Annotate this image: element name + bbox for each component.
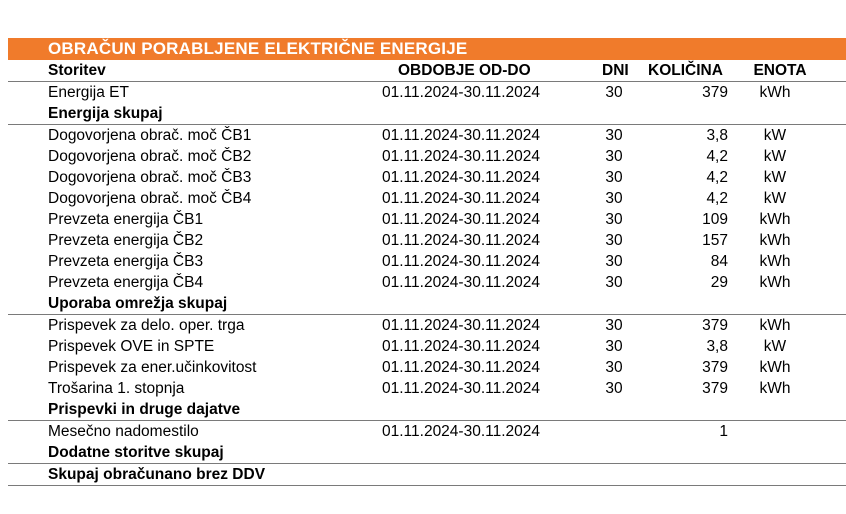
service-name: Trošarina 1. stopnja xyxy=(48,380,185,397)
days-cell: 30 xyxy=(605,338,623,355)
unit-cell: kWh xyxy=(759,84,791,101)
period-cell: 01.11.2024-30.11.2024 xyxy=(382,338,541,355)
days-cell: 30 xyxy=(605,380,623,397)
service-name: Energija ET xyxy=(48,84,129,101)
header-quantity: KOLIČINA xyxy=(648,62,723,79)
table-row xyxy=(8,336,846,357)
days-cell: 30 xyxy=(605,274,623,291)
table-row xyxy=(8,82,846,103)
period-cell: 01.11.2024-30.11.2024 xyxy=(382,127,541,144)
quantity-cell: 84 xyxy=(710,253,728,270)
section-label: Skupaj obračunano brez DDV xyxy=(48,466,266,483)
service-name: Prevzeta energija ČB2 xyxy=(48,232,204,249)
table-header xyxy=(8,60,846,82)
unit-cell: kW xyxy=(763,338,787,355)
invoice-title: OBRAČUN PORABLJENE ELEKTRIČNE ENERGIJE xyxy=(48,39,468,58)
section-row xyxy=(8,103,846,125)
table-row xyxy=(8,272,846,293)
service-name: Prevzeta energija ČB3 xyxy=(48,253,204,270)
quantity-cell: 4,2 xyxy=(706,190,728,207)
period-cell: 01.11.2024-30.11.2024 xyxy=(382,423,541,440)
days-cell: 30 xyxy=(605,127,623,144)
unit-cell: kW xyxy=(763,148,787,165)
header-service: Storitev xyxy=(48,62,106,79)
days-cell: 30 xyxy=(605,253,623,270)
table-row xyxy=(8,188,846,209)
table-row xyxy=(8,251,846,272)
section-label: Dodatne storitve skupaj xyxy=(48,444,224,461)
section-row xyxy=(8,399,846,421)
table-row xyxy=(8,209,846,230)
unit-cell: kW xyxy=(763,127,787,144)
header-days: DNI xyxy=(602,62,629,79)
service-name: Dogovorjena obrač. moč ČB1 xyxy=(48,127,252,144)
service-name: Prevzeta energija ČB4 xyxy=(48,274,204,291)
quantity-cell: 3,8 xyxy=(706,338,728,355)
period-cell: 01.11.2024-30.11.2024 xyxy=(382,169,541,186)
period-cell: 01.11.2024-30.11.2024 xyxy=(382,190,541,207)
period-cell: 01.11.2024-30.11.2024 xyxy=(382,253,541,270)
unit-cell: kWh xyxy=(759,380,791,397)
period-cell: 01.11.2024-30.11.2024 xyxy=(382,359,541,376)
period-cell: 01.11.2024-30.11.2024 xyxy=(382,232,541,249)
quantity-cell: 379 xyxy=(702,359,728,376)
days-cell: 30 xyxy=(605,169,623,186)
unit-cell: kWh xyxy=(759,359,791,376)
service-name: Dogovorjena obrač. moč ČB4 xyxy=(48,190,252,207)
quantity-cell: 4,2 xyxy=(706,148,728,165)
header-period: OBDOBJE OD-DO xyxy=(398,62,531,79)
section-label: Uporaba omrežja skupaj xyxy=(48,295,228,312)
table-row xyxy=(8,125,846,146)
unit-cell: kWh xyxy=(759,211,791,228)
table-row xyxy=(8,167,846,188)
quantity-cell: 109 xyxy=(702,211,728,228)
table-row xyxy=(8,378,846,399)
days-cell: 30 xyxy=(605,148,623,165)
quantity-cell: 3,8 xyxy=(706,127,728,144)
section-row xyxy=(8,464,846,486)
period-cell: 01.11.2024-30.11.2024 xyxy=(382,148,541,165)
service-name: Prispevek za ener.učinkovitost xyxy=(48,359,257,376)
days-cell: 30 xyxy=(605,232,623,249)
invoice-sheet xyxy=(8,38,846,486)
period-cell: 01.11.2024-30.11.2024 xyxy=(382,211,541,228)
days-cell: 30 xyxy=(605,84,623,101)
title-bar xyxy=(8,38,846,60)
period-cell: 01.11.2024-30.11.2024 xyxy=(382,317,541,334)
table-row xyxy=(8,357,846,378)
service-name: Dogovorjena obrač. moč ČB3 xyxy=(48,169,252,186)
service-name: Prispevek OVE in SPTE xyxy=(48,338,215,355)
service-name: Prevzeta energija ČB1 xyxy=(48,211,204,228)
quantity-cell: 379 xyxy=(702,317,728,334)
service-name: Dogovorjena obrač. moč ČB2 xyxy=(48,148,252,165)
quantity-cell: 379 xyxy=(702,84,728,101)
section-row xyxy=(8,293,846,315)
quantity-cell: 4,2 xyxy=(706,169,728,186)
quantity-cell: 29 xyxy=(710,274,728,291)
quantity-cell: 379 xyxy=(702,380,728,397)
days-cell: 30 xyxy=(605,190,623,207)
service-name: Prispevek za delo. oper. trga xyxy=(48,317,245,334)
table-row xyxy=(8,230,846,251)
section-label: Prispevki in druge dajatve xyxy=(48,401,241,418)
table-body xyxy=(8,82,846,486)
quantity-cell: 157 xyxy=(702,232,728,249)
period-cell: 01.11.2024-30.11.2024 xyxy=(382,274,541,291)
table-row xyxy=(8,146,846,167)
unit-cell: kWh xyxy=(759,253,791,270)
unit-cell: kWh xyxy=(759,317,791,334)
unit-cell: kWh xyxy=(759,232,791,249)
days-cell: 30 xyxy=(605,359,623,376)
header-unit: ENOTA xyxy=(753,62,807,79)
service-name: Mesečno nadomestilo xyxy=(48,423,199,440)
unit-cell: kWh xyxy=(759,274,791,291)
table-row xyxy=(8,421,846,442)
period-cell: 01.11.2024-30.11.2024 xyxy=(382,380,541,397)
days-cell: 30 xyxy=(605,211,623,228)
unit-cell: kW xyxy=(763,190,787,207)
table-row xyxy=(8,315,846,336)
period-cell: 01.11.2024-30.11.2024 xyxy=(382,84,541,101)
unit-cell: kW xyxy=(763,169,787,186)
quantity-cell: 1 xyxy=(719,423,728,440)
section-row xyxy=(8,442,846,464)
days-cell: 30 xyxy=(605,317,623,334)
section-label: Energija skupaj xyxy=(48,105,163,122)
